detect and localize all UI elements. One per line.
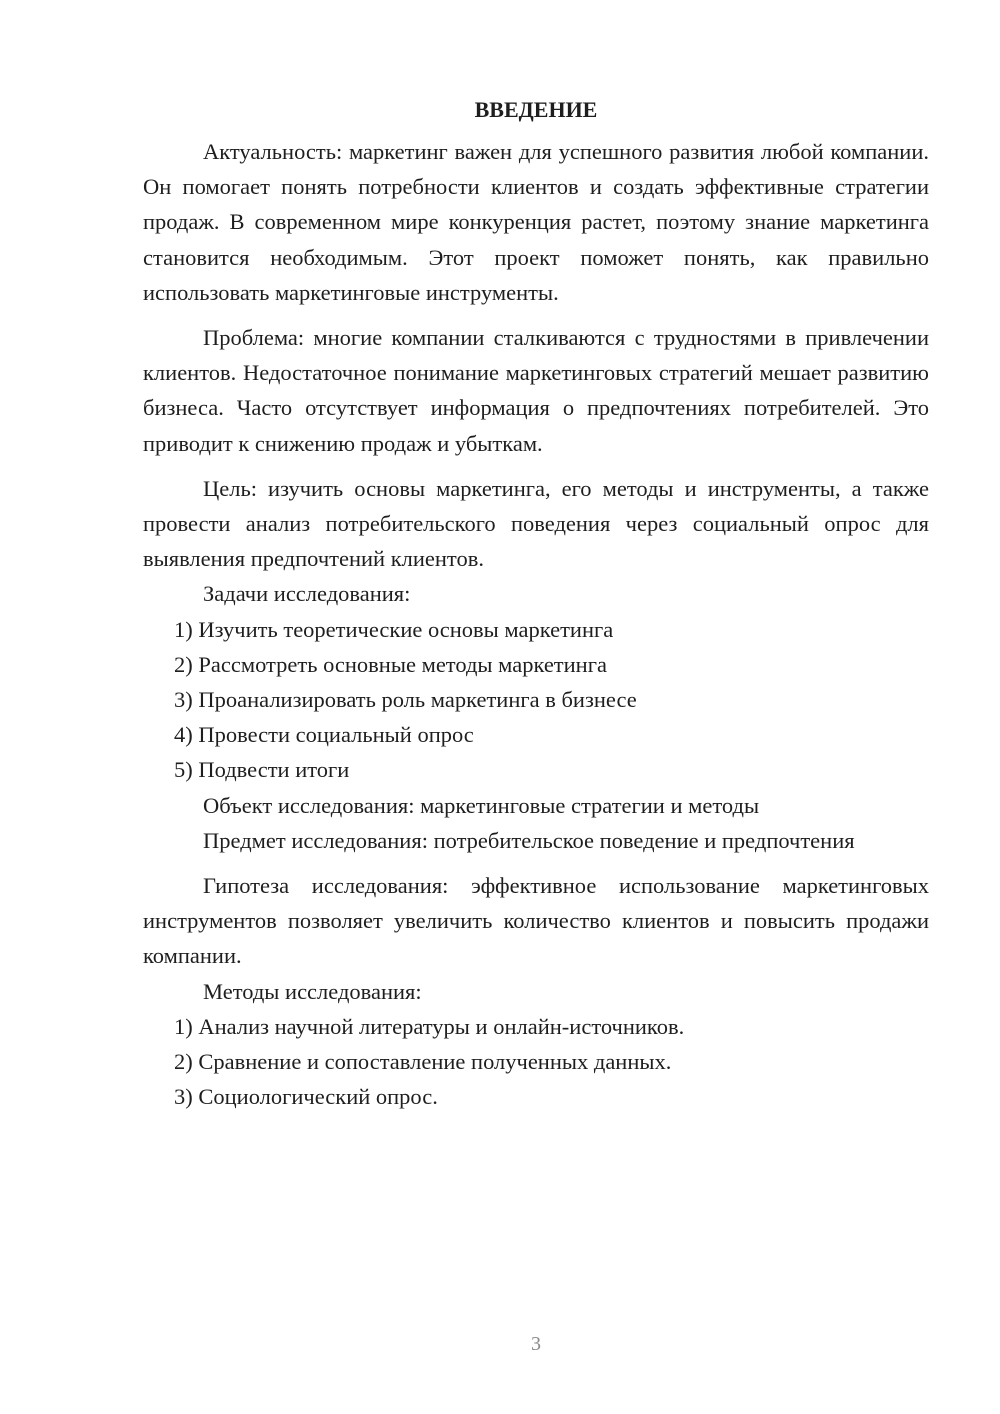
page-number: 3 [531,1333,541,1355]
method-item: 3) Социологический опрос. [174,1084,438,1110]
task-item: 5) Подвести итоги [174,757,350,783]
task-item: 3) Проанализировать роль маркетинга в бизнесе [174,687,637,713]
task-item: 4) Провести социальный опрос [174,722,474,748]
methods-heading: Методы исследования: [203,978,422,1004]
research-subject: Предмет исследования: потребительское поведение и предпочтения [203,827,855,853]
method-item: 2) Сравнение и сопоставление полученных данных. [174,1049,672,1075]
task-item: 1) Изучить теоретические основы маркетинга [174,616,614,642]
task-item: 2) Рассмотреть основные методы маркетинга [174,651,607,677]
relevance-paragraph: Актуальность: маркетинг важен для успешного развития любой компании. Он помогает понять потребности клиентов и создать эффективные стратегии продаж. В современном мире конкуренция растет, поэтому знание маркетинга становится необходимым. Этот проект поможет понять, как правильно использовать маркетинговые инструменты. [143,139,929,305]
tasks-heading: Задачи исследования: [203,581,411,607]
hypothesis-paragraph: Гипотеза исследования: эффективное использование маркетинговых инструментов позволяет увеличить количество клиентов и повысить продажи компании. [143,873,929,969]
section-title: ВВЕДЕНИЕ [474,97,598,122]
goal-paragraph: Цель: изучить основы маркетинга, его методы и инструменты, а также провести анализ потребительского поведения через социальный опрос для выявления предпочтений клиентов. [143,475,929,572]
research-object: Объект исследования: маркетинговые стратегии и методы [203,792,760,818]
page-content [143,90,929,1114]
problem-paragraph: Проблема: многие компании сталкиваются с трудностями в привлечении клиентов. Недостаточное понимание маркетинговых стратегий мешает развитию бизнеса. Часто отсутствует информация о предпочтениях потребителей. Это приводит к снижению продаж и убыткам. [143,325,929,456]
method-item: 1) Анализ научной литературы и онлайн-источников. [174,1013,685,1039]
